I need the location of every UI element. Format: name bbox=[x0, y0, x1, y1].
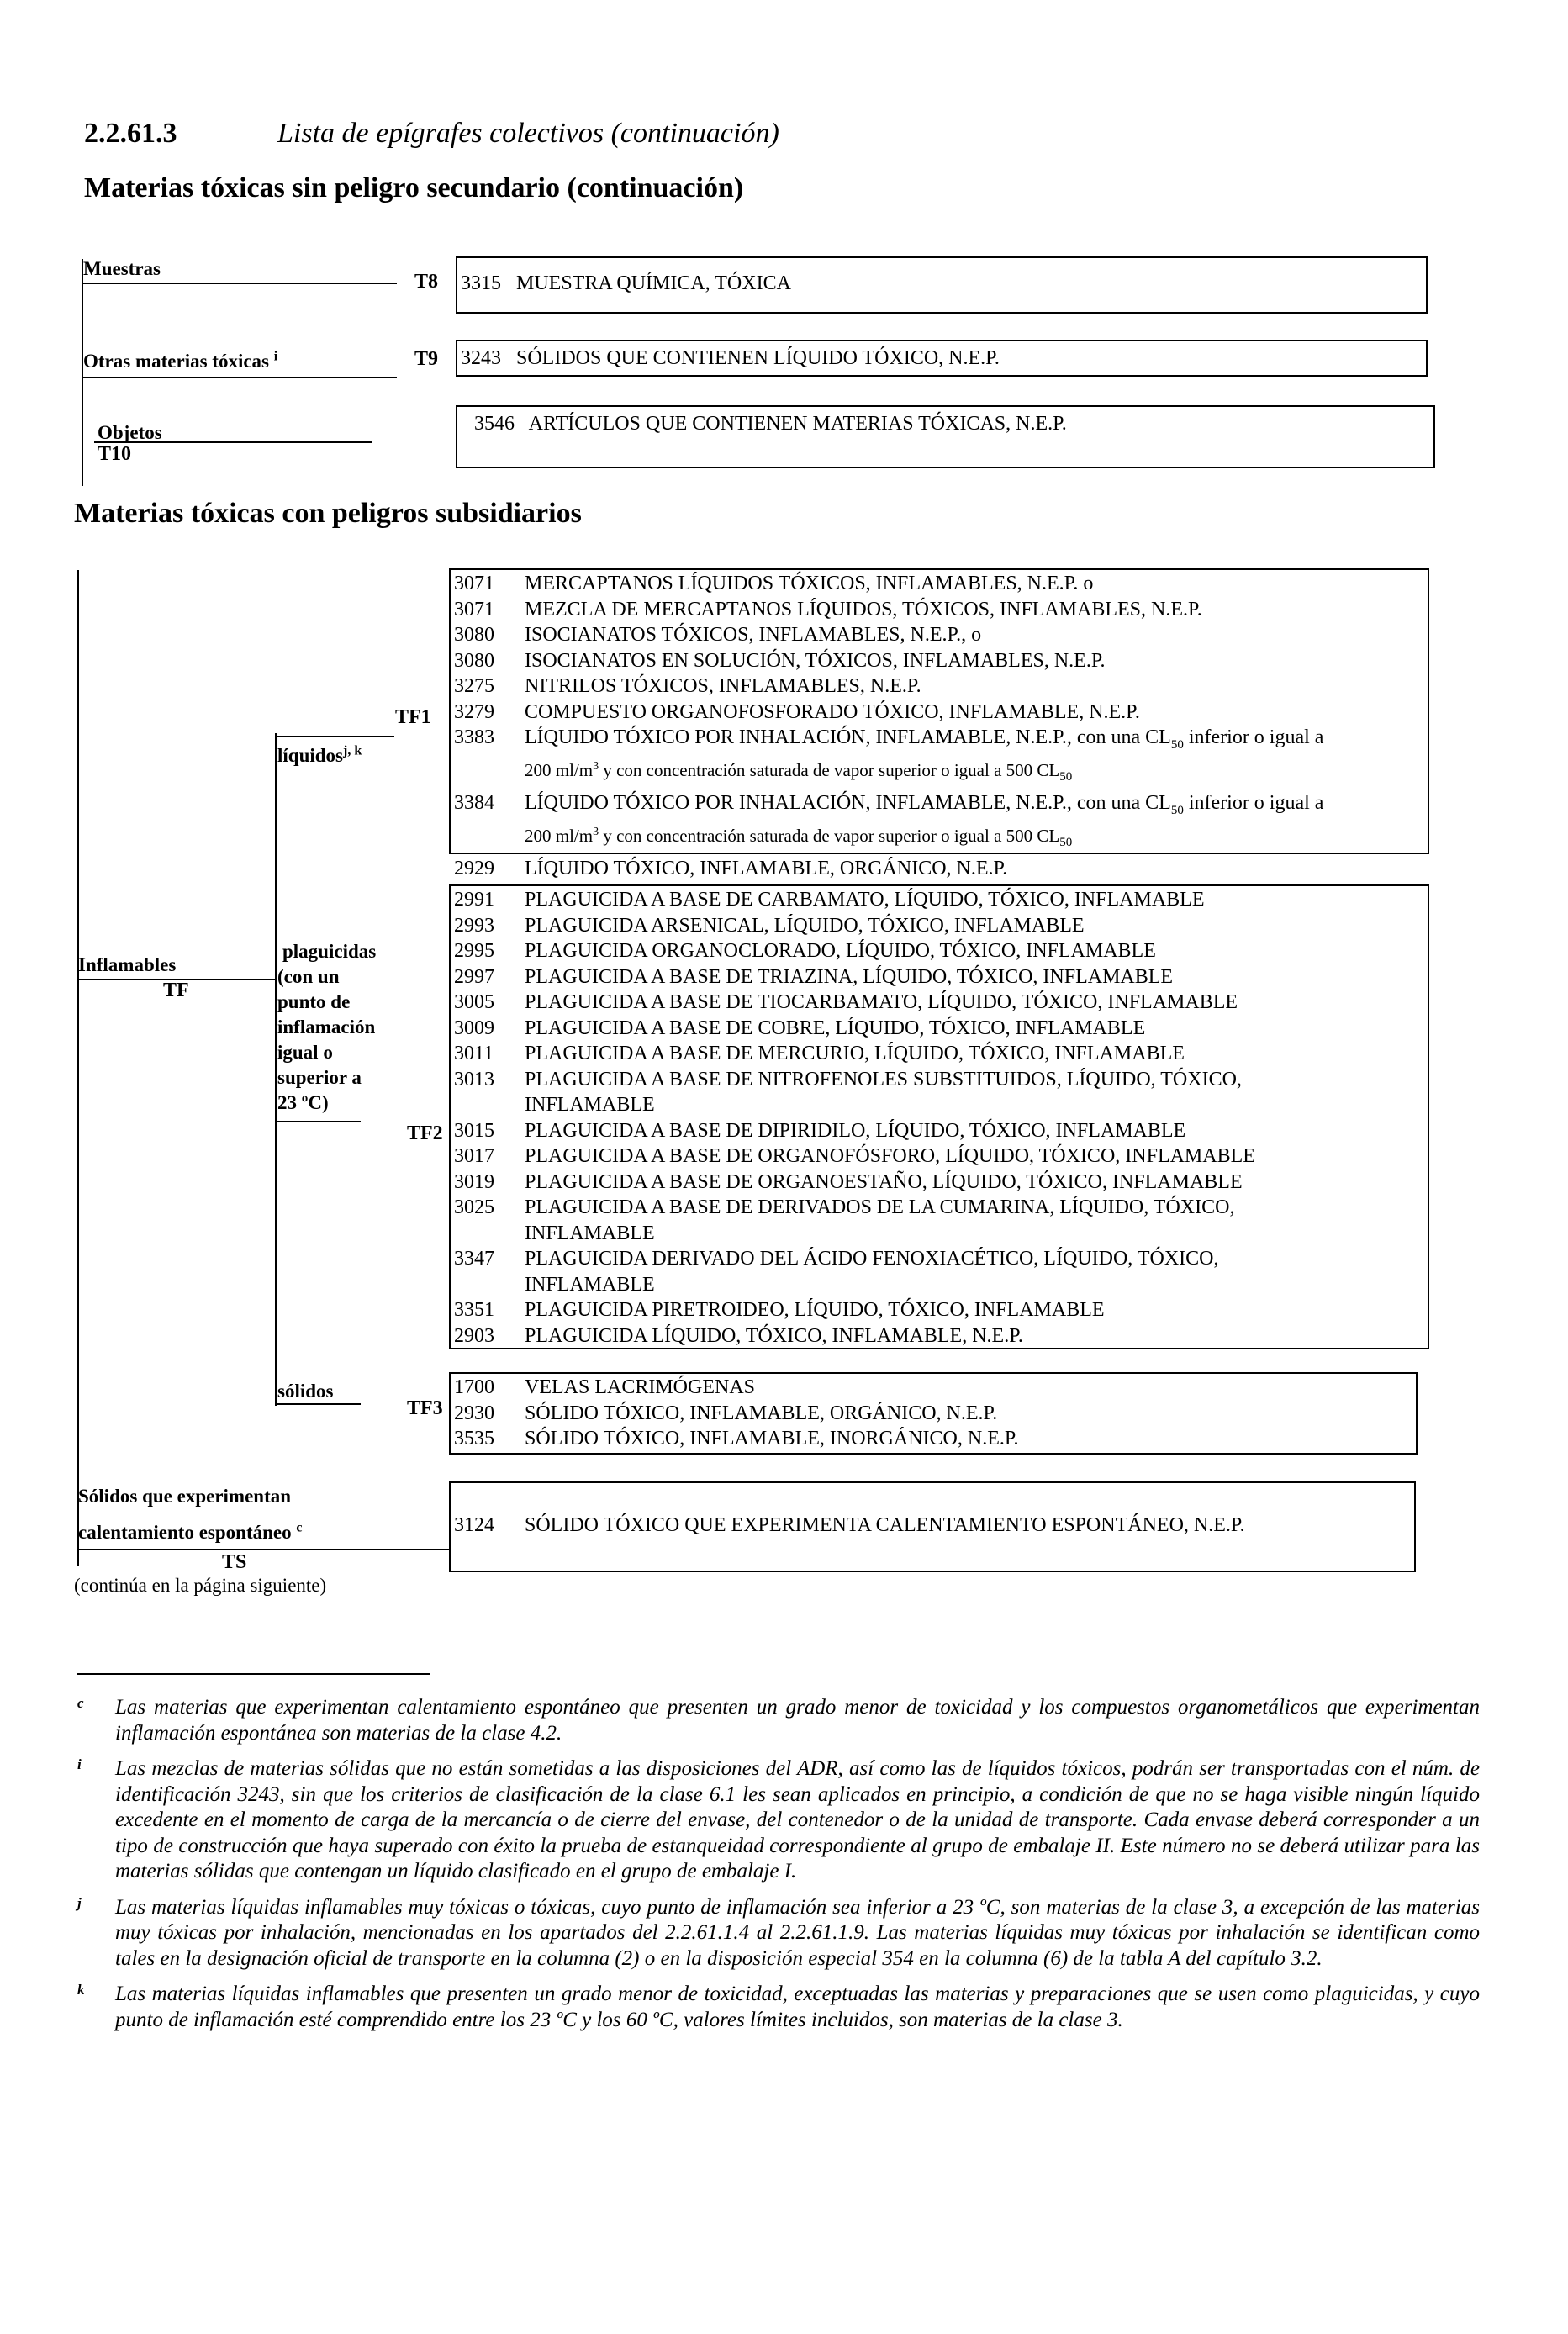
footnote-text: Las materias líquidas inflamables muy tóxicas o tóxicas, cuyo punto de inflamación sea inferior a 23 ºC, son materias de la clase 3, a excepción de las materias muy tóxicas por inhalación, mencionadas en los apartados del 2.2.61.1.4 al 2.2.61.1.9. Las materias líquidas muy tóxicas por inhalación se identifican como tales en la designación oficial de transporte en la columna (2) o en la disposición especial 354 en la columna (6) de la tabla A del capítulo 3.2. bbox=[115, 1895, 1480, 1970]
entry-3243: 3243 SÓLIDOS QUE CONTIENEN LÍQUIDO TÓXICO, N.E.P. bbox=[461, 347, 1000, 369]
entry-text bbox=[525, 571, 1093, 597]
label-otras-materias bbox=[83, 349, 277, 374]
label-muestras: Muestras bbox=[83, 258, 161, 279]
code-t8: T8 bbox=[414, 271, 439, 293]
tree-line bbox=[275, 1121, 361, 1122]
plaguicidas-line: plaguicidas bbox=[282, 941, 377, 962]
table-row bbox=[454, 913, 1255, 939]
un-number: 3013 bbox=[454, 1068, 494, 1090]
code-tf3: TF3 bbox=[407, 1397, 443, 1419]
entry-text bbox=[525, 856, 1007, 882]
table-row bbox=[454, 648, 1323, 674]
table-row bbox=[454, 1246, 1255, 1272]
entry-text-main: PLAGUICIDA A BASE DE TIOCARBAMATO, LÍQUIDO, TÓXICO, INFLAMABLE bbox=[525, 991, 1238, 1013]
label-solidos: sólidos bbox=[277, 1381, 334, 1402]
entry-text-after: y con concentración saturada de vapor superior o igual a 500 CL bbox=[599, 760, 1060, 781]
entry-text bbox=[525, 673, 921, 700]
label-inflamables: Inflamables bbox=[78, 954, 177, 975]
table-row bbox=[454, 964, 1255, 990]
entry-text-main: SÓLIDO TÓXICO, INFLAMABLE, ORGÁNICO, N.E.P. bbox=[525, 1402, 998, 1424]
table-tf2 bbox=[449, 884, 1429, 1349]
entry-text-main: PLAGUICIDA A BASE DE DIPIRIDILO, LÍQUIDO, TÓXICO, INFLAMABLE bbox=[525, 1119, 1186, 1142]
un-number bbox=[454, 1221, 525, 1247]
table-row bbox=[454, 1041, 1255, 1067]
table-row bbox=[454, 1195, 1255, 1221]
table-row bbox=[454, 700, 1323, 726]
table-row bbox=[454, 790, 1323, 823]
table-ts bbox=[449, 1481, 1416, 1572]
un-number: 2929 bbox=[454, 857, 494, 879]
entry-text-main: PLAGUICIDA A BASE DE NITROFENOLES SUBSTITUIDOS, LÍQUIDO, TÓXICO, bbox=[525, 1068, 1242, 1090]
un-number: 3009 bbox=[454, 1017, 494, 1039]
tree-line bbox=[77, 570, 79, 1566]
un-number: 3071 bbox=[454, 573, 494, 594]
subscript: 50 bbox=[1170, 803, 1184, 817]
code-ts: TS bbox=[222, 1551, 247, 1573]
entry-text bbox=[525, 622, 981, 648]
plaguicidas-line: igual o bbox=[277, 1042, 333, 1063]
entry-text-main: INFLAMABLE bbox=[525, 1273, 655, 1296]
code-tf2: TF2 bbox=[407, 1122, 443, 1144]
code-tf: TF bbox=[163, 980, 189, 1001]
un-number: 3080 bbox=[454, 624, 494, 646]
entry-text-main: MEZCLA DE MERCAPTANOS LÍQUIDOS, TÓXICOS, INFLAMABLES, N.E.P. bbox=[525, 598, 1202, 620]
table-row bbox=[454, 1221, 1255, 1247]
subscript: 50 bbox=[1170, 737, 1184, 752]
subtitle-no-secondary-hazard: Materias tóxicas sin peligro secundario (continuación) bbox=[84, 172, 744, 203]
un-number: 3080 bbox=[454, 649, 494, 672]
table-row bbox=[454, 622, 1323, 648]
table-tf2-rows bbox=[454, 887, 1255, 1349]
table-tf1-rows bbox=[454, 571, 1323, 881]
entry-text-main: LÍQUIDO TÓXICO POR INHALACIÓN, INFLAMABLE, N.E.P., con una CL bbox=[525, 791, 1171, 814]
entry-text-main: PLAGUICIDA DERIVADO DEL ÁCIDO FENOXIACÉTICO, LÍQUIDO, TÓXICO, bbox=[525, 1248, 1219, 1270]
entry-text-main: PLAGUICIDA LÍQUIDO, TÓXICO, INFLAMABLE, N.E.P. bbox=[525, 1324, 1023, 1347]
plaguicidas-line: punto de bbox=[277, 991, 351, 1012]
table-row bbox=[454, 990, 1255, 1016]
entry-text bbox=[525, 648, 1106, 674]
un-number bbox=[454, 758, 525, 790]
subscript: 50 bbox=[1059, 770, 1073, 784]
table-row bbox=[454, 938, 1255, 964]
entry-text bbox=[525, 1246, 1219, 1272]
entry-text-main: VELAS LACRIMÓGENAS bbox=[525, 1376, 756, 1398]
entry-text bbox=[525, 1375, 755, 1401]
label-otras-materias-text: Otras materias tóxicas bbox=[83, 351, 269, 372]
entry-text bbox=[525, 758, 1072, 790]
entry-text-main: PLAGUICIDA A BASE DE ORGANOFÓSFORO, LÍQUIDO, TÓXICO, INFLAMABLE bbox=[525, 1145, 1255, 1167]
entry-text-main: MERCAPTANOS LÍQUIDOS TÓXICOS, INFLAMABLES, N.E.P. o bbox=[525, 573, 1094, 594]
un-number: 2903 bbox=[454, 1324, 494, 1347]
entry-text bbox=[525, 1118, 1185, 1144]
un-number: 3535 bbox=[454, 1428, 494, 1450]
superscript: 3 bbox=[593, 826, 599, 839]
entry-text bbox=[525, 823, 1072, 856]
table-row bbox=[454, 1118, 1255, 1144]
entry-text-main: PLAGUICIDA A BASE DE TRIAZINA, LÍQUIDO, TÓXICO, INFLAMABLE bbox=[525, 965, 1174, 988]
entry-text-main: INFLAMABLE bbox=[525, 1094, 655, 1116]
entry-text bbox=[525, 1221, 655, 1247]
entry-3546: 3546 ARTÍCULOS QUE CONTIENEN MATERIAS TÓXICAS, N.E.P. bbox=[474, 413, 1067, 435]
un-number: 3279 bbox=[454, 700, 494, 723]
plaguicidas-line: superior a bbox=[277, 1067, 362, 1088]
entry-text-main: PLAGUICIDA A BASE DE ORGANOESTAÑO, LÍQUIDO, TÓXICO, INFLAMABLE bbox=[525, 1170, 1243, 1193]
label-ts-line1: Sólidos que experimentan bbox=[78, 1486, 292, 1507]
entry-text bbox=[525, 597, 1202, 623]
entry-text bbox=[525, 700, 1140, 726]
un-number bbox=[454, 1272, 525, 1298]
footnote-text: Las materias líquidas inflamables que presenten un grado menor de toxicidad, exceptuadas las materias y preparaciones que se usen como plaguicidas, y cuyo punto de inflamación esté comprendido entre los 23 ºC y los 60 ºC, valores límites incluidos, son materias de la clase 3. bbox=[115, 1983, 1480, 2031]
un-number: 3017 bbox=[454, 1145, 494, 1167]
footnote-ref-jk: j, k bbox=[343, 743, 362, 758]
entry-text bbox=[525, 1426, 1019, 1452]
entry-text-main: LÍQUIDO TÓXICO, INFLAMABLE, ORGÁNICO, N.E.P. bbox=[525, 857, 1008, 879]
footnote-mark: j bbox=[77, 1894, 82, 1911]
entry-text bbox=[525, 1297, 1105, 1323]
un-number: 3384 bbox=[454, 791, 494, 814]
un-number: 3347 bbox=[454, 1248, 494, 1270]
footnote-k bbox=[77, 1982, 1480, 2033]
entry-text-main: ISOCIANATOS EN SOLUCIÓN, TÓXICOS, INFLAMABLES, N.E.P. bbox=[525, 649, 1106, 672]
code-t10: T10 bbox=[98, 443, 132, 465]
footnotes bbox=[77, 1695, 1480, 2033]
continues-note: (continúa en la página siguiente) bbox=[74, 1575, 327, 1596]
section-title: Lista de epígrafes colectivos (continuación) bbox=[277, 118, 779, 149]
entry-box-t10 bbox=[456, 405, 1435, 468]
label-liquidos bbox=[277, 743, 362, 768]
footnote-j bbox=[77, 1895, 1480, 1972]
un-number: 3383 bbox=[454, 726, 494, 748]
entry-text bbox=[525, 1170, 1243, 1196]
code-tf1: TF1 bbox=[395, 706, 431, 728]
superscript: 3 bbox=[593, 760, 599, 774]
section-number: 2.2.61.3 bbox=[84, 118, 177, 149]
entry-text-after: y con concentración saturada de vapor superior o igual a 500 CL bbox=[599, 826, 1060, 847]
entry-text bbox=[525, 1323, 1023, 1349]
entry-text bbox=[525, 1041, 1185, 1067]
entry-text bbox=[525, 725, 1323, 758]
table-row bbox=[454, 1272, 1255, 1298]
footnote-mark: c bbox=[77, 1695, 84, 1711]
table-row bbox=[454, 1170, 1255, 1196]
footnote-mark: k bbox=[77, 1982, 85, 1998]
plaguicidas-line: (con un bbox=[277, 966, 340, 987]
un-number: 1700 bbox=[454, 1376, 494, 1398]
un-number: 2993 bbox=[454, 914, 494, 937]
table-row bbox=[454, 1092, 1255, 1118]
plaguicidas-line: 23 ºC) bbox=[277, 1092, 329, 1113]
table-row bbox=[454, 571, 1323, 597]
entry-3315: 3315 MUESTRA QUÍMICA, TÓXICA bbox=[461, 272, 791, 294]
footnote-i bbox=[77, 1756, 1480, 1885]
tree-line bbox=[82, 283, 397, 284]
un-number: 3019 bbox=[454, 1170, 494, 1193]
un-number: 2995 bbox=[454, 940, 494, 962]
table-row bbox=[454, 856, 1323, 882]
un-number: 3015 bbox=[454, 1119, 494, 1142]
subscript: 50 bbox=[1059, 836, 1073, 850]
table-row bbox=[454, 1067, 1255, 1093]
un-number bbox=[454, 823, 525, 856]
entry-text bbox=[525, 1195, 1234, 1221]
entry-text-main: 200 ml/m bbox=[525, 826, 594, 847]
entry-text-main: PLAGUICIDA ARSENICAL, LÍQUIDO, TÓXICO, INFLAMABLE bbox=[525, 914, 1085, 937]
un-number bbox=[454, 1092, 525, 1118]
table-row bbox=[454, 758, 1323, 790]
entry-text-main: LÍQUIDO TÓXICO POR INHALACIÓN, INFLAMABLE, N.E.P., con una CL bbox=[525, 726, 1171, 748]
entry-text bbox=[525, 887, 1204, 913]
entry-text-main: PLAGUICIDA A BASE DE DERIVADOS DE LA CUMARINA, LÍQUIDO, TÓXICO, bbox=[525, 1196, 1235, 1218]
un-number: 3351 bbox=[454, 1299, 494, 1321]
entry-text-main: PLAGUICIDA A BASE DE MERCURIO, LÍQUIDO, TÓXICO, INFLAMABLE bbox=[525, 1043, 1185, 1064]
tree-line bbox=[275, 736, 394, 737]
tree-line bbox=[82, 377, 397, 378]
un-number: 2930 bbox=[454, 1402, 494, 1424]
un-number: 3025 bbox=[454, 1196, 494, 1218]
entry-text-main: COMPUESTO ORGANOFOSFORADO TÓXICO, INFLAMABLE, N.E.P. bbox=[525, 700, 1140, 723]
un-number: 2997 bbox=[454, 965, 494, 988]
entry-text bbox=[525, 1143, 1255, 1170]
entry-text bbox=[525, 1016, 1145, 1042]
label-ts-line2 bbox=[78, 1520, 302, 1545]
entry-text-after: inferior o igual a bbox=[1183, 726, 1324, 748]
plaguicidas-line: inflamación bbox=[277, 1017, 376, 1038]
entry-text bbox=[525, 913, 1085, 939]
table-row bbox=[454, 1323, 1255, 1349]
entry-text-main: PLAGUICIDA A BASE DE CARBAMATO, LÍQUIDO, TÓXICO, INFLAMABLE bbox=[525, 889, 1205, 911]
un-number: 3011 bbox=[454, 1043, 494, 1064]
entry-text bbox=[525, 964, 1173, 990]
table-row bbox=[454, 1375, 1019, 1401]
code-t9: T9 bbox=[414, 348, 439, 370]
entry-text-main: PLAGUICIDA ORGANOCLORADO, LÍQUIDO, TÓXICO, INFLAMABLE bbox=[525, 940, 1156, 962]
footnote-ref-i: i bbox=[273, 349, 278, 364]
label-ts-text: calentamiento espontáneo bbox=[78, 1522, 292, 1543]
entry-text-main: NITRILOS TÓXICOS, INFLAMABLES, N.E.P. bbox=[525, 675, 921, 697]
label-objetos: Objetos bbox=[98, 422, 162, 443]
table-row bbox=[454, 1401, 1019, 1427]
entry-box-t9 bbox=[456, 340, 1428, 377]
un-number: 3005 bbox=[454, 991, 494, 1013]
table-row bbox=[454, 887, 1255, 913]
label-plaguicidas bbox=[277, 939, 376, 1116]
entry-3124 bbox=[454, 1513, 1245, 1539]
un-number: 3071 bbox=[454, 598, 494, 620]
table-row bbox=[454, 823, 1323, 856]
label-liquidos-text: líquidos bbox=[277, 745, 343, 766]
entry-text-main: SÓLIDO TÓXICO, INFLAMABLE, INORGÁNICO, N.E.P. bbox=[525, 1428, 1019, 1450]
table-tf1 bbox=[449, 568, 1429, 879]
entry-text bbox=[525, 990, 1238, 1016]
entry-text bbox=[525, 1067, 1242, 1093]
entry-box-t8 bbox=[456, 256, 1428, 314]
entry-text bbox=[525, 1092, 655, 1118]
entry-text-after: inferior o igual a bbox=[1183, 791, 1324, 814]
subtitle-subsidiary-hazards: Materias tóxicas con peligros subsidiarios bbox=[74, 498, 582, 529]
table-row bbox=[454, 673, 1323, 700]
entry-text: SÓLIDO TÓXICO QUE EXPERIMENTA CALENTAMIENTO ESPONTÁNEO, N.E.P. bbox=[525, 1514, 1245, 1536]
footnote-separator bbox=[77, 1673, 430, 1675]
footnote-mark: i bbox=[77, 1756, 82, 1772]
table-row bbox=[454, 1297, 1255, 1323]
table-row bbox=[454, 1426, 1019, 1452]
entry-text bbox=[525, 790, 1323, 823]
tree-line bbox=[77, 1549, 449, 1550]
un-number: 2991 bbox=[454, 889, 494, 911]
entry-text-main: ISOCIANATOS TÓXICOS, INFLAMABLES, N.E.P., o bbox=[525, 624, 982, 646]
table-tf3-rows bbox=[454, 1375, 1019, 1452]
footnote-text: Las mezclas de materias sólidas que no están sometidas a las disposiciones del ADR, así como las de líquidos tóxicos, podrán ser transportadas con el núm. de identificación 3243, sin que los criterios de clasificación de la clase 6.1 les sean aplicados en principio, a condición de que no se haga visible ningún líquido excedente en el momento de carga de la mercancía o de cierre del envase, del contenedor o de la unidad de transporte. Cada envase deberá corresponder a un tipo de construcción que haya superado con éxito la prueba de estanqueidad correspondiente al grupo de embalaje II. Este número no se deberá utilizar para las materias sólidas que contengan un líquido clasificado en el grupo de embalaje I. bbox=[115, 1757, 1480, 1883]
entry-text bbox=[525, 1272, 655, 1298]
entry-text bbox=[525, 1401, 997, 1427]
footnote-text: Las materias que experimentan calentamiento espontáneo que presenten un grado menor de toxicidad y los compuestos organometálicos que experimentan inflamación espontánea son materias de la clase 4.2. bbox=[115, 1696, 1480, 1745]
tree-line bbox=[275, 733, 277, 1406]
table-row bbox=[454, 725, 1323, 758]
footnote-c bbox=[77, 1695, 1480, 1746]
entry-text-main: PLAGUICIDA PIRETROIDEO, LÍQUIDO, TÓXICO, INFLAMABLE bbox=[525, 1299, 1105, 1321]
un-number: 3275 bbox=[454, 675, 494, 697]
table-tf3 bbox=[449, 1372, 1418, 1455]
un-number: 3124 bbox=[454, 1514, 494, 1536]
entry-text-main: 200 ml/m bbox=[525, 760, 594, 781]
table-row bbox=[454, 1143, 1255, 1170]
table-row bbox=[454, 597, 1323, 623]
entry-text-main: PLAGUICIDA A BASE DE COBRE, LÍQUIDO, TÓXICO, INFLAMABLE bbox=[525, 1017, 1146, 1039]
entry-text bbox=[525, 938, 1156, 964]
table-row bbox=[454, 1016, 1255, 1042]
footnote-ref-c: c bbox=[296, 1520, 303, 1535]
entry-text-main: INFLAMABLE bbox=[525, 1222, 655, 1244]
